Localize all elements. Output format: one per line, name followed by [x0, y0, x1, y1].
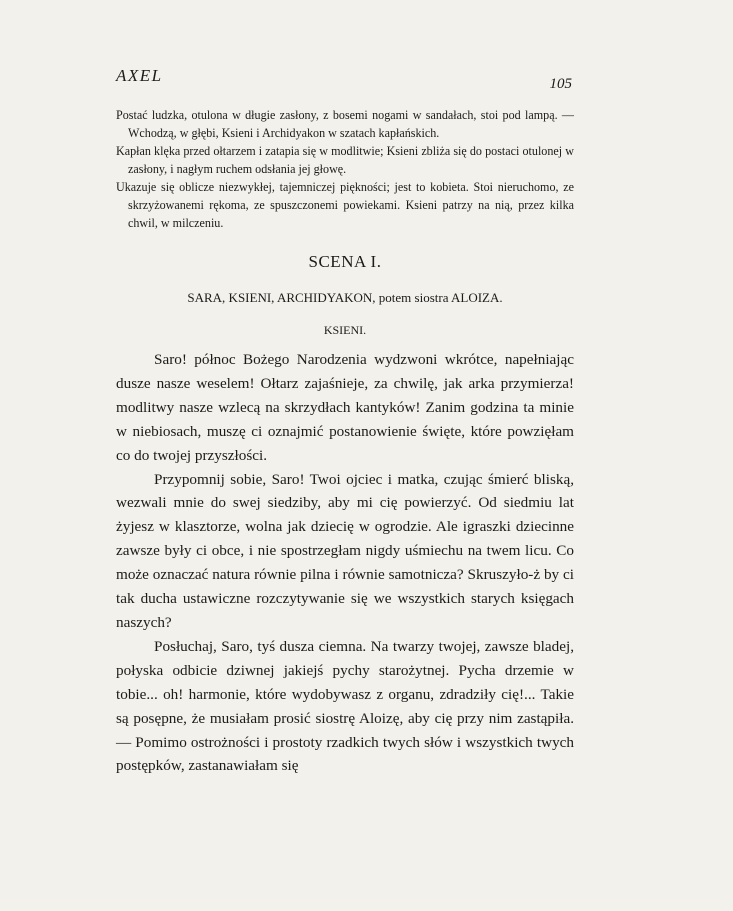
stage-directions: [116, 106, 574, 232]
speech-paragraph: Przypomnij sobie, Saro! Twoi ojciec i matka, czując śmierć bliską, wezwali mnie do swej siedziby, aby mi cię powierzyć. Od siedmiu lat żyjesz w klasztorze, wolna jak dziecię w ogrodzie. Ale igraszki dziecinne zawsze były ci obce, i nie spostrzegłam nigdy uśmiechu na twem licu. Co może oznaczać natura równie pilna i równie samotnicza? Skruszyło-ż by ci tak ducha ustawiczne rozczytywanie się we wszystkich starych księgach naszych?: [116, 470, 574, 631]
speaker-name: KSIENI.: [323, 323, 367, 337]
page-number: 105: [549, 76, 572, 92]
running-title: AXEL: [116, 66, 163, 85]
speech-text: [116, 348, 574, 778]
stage-direction-paragraph: Postać ludzka, otulona w długie zasłony, z bosemi nogami w sandałach, stoi pod lampą. — Wchodzą, w głębi, Ksieni i Archidyakon w szatach kapłańskich.: [116, 108, 574, 140]
book-page: [116, 66, 574, 778]
stage-direction-paragraph: Ukazuje się oblicze niezwykłej, tajemniczej piękności; jest to kobieta. Stoi nieruchomo, ze skrzyżowanemi rękoma, ze spuszczonemi powiekami. Ksieni patrzy na nią, przez kilka chwil, w milczeniu.: [116, 180, 574, 230]
stage-direction-paragraph: Kapłan klęka przed ołtarzem i zatapia się w modlitwie; Ksieni zbliża się do postaci otulonej w zasłony, i nagłym ruchem odsłania jej głowę.: [116, 144, 574, 176]
scene-title: SCENA I.: [308, 252, 382, 271]
scene-characters: SARA, KSIENI, ARCHIDYAKON, potem siostra ALOIZA.: [187, 290, 503, 305]
page-header: [116, 66, 574, 96]
speech-paragraph: Posłuchaj, Saro, tyś dusza ciemna. Na twarzy twojej, zawsze bladej, połyska odbicie dziwnej jakiejś pychy starożytnej. Pycha drzemie w tobie... oh! harmonie, które wydobywasz z organu, zdradziły cię!... Takie są posępne, że musiałam prosić siostrę Aloizę, aby cię przy nim zastąpiła. — Pomimo ostrożności i prostoty rzadkich twych słów i wszystkich twych postępków, zastanawiałam się: [116, 637, 574, 775]
speech-paragraph: Saro! północ Bożego Narodzenia wydzwoni wkrótce, napełniając dusze nasze weselem! Ołtarz zajaśnieje, za chwilę, jak arka przymierza! modlitwy nasze wzlecą na skrzydłach kantyków! Zanim godzina ta minie w niebiosach, muszę ci oznajmić postanowienie święte, które powzięłam co do twojej przyszłości.: [116, 351, 574, 464]
